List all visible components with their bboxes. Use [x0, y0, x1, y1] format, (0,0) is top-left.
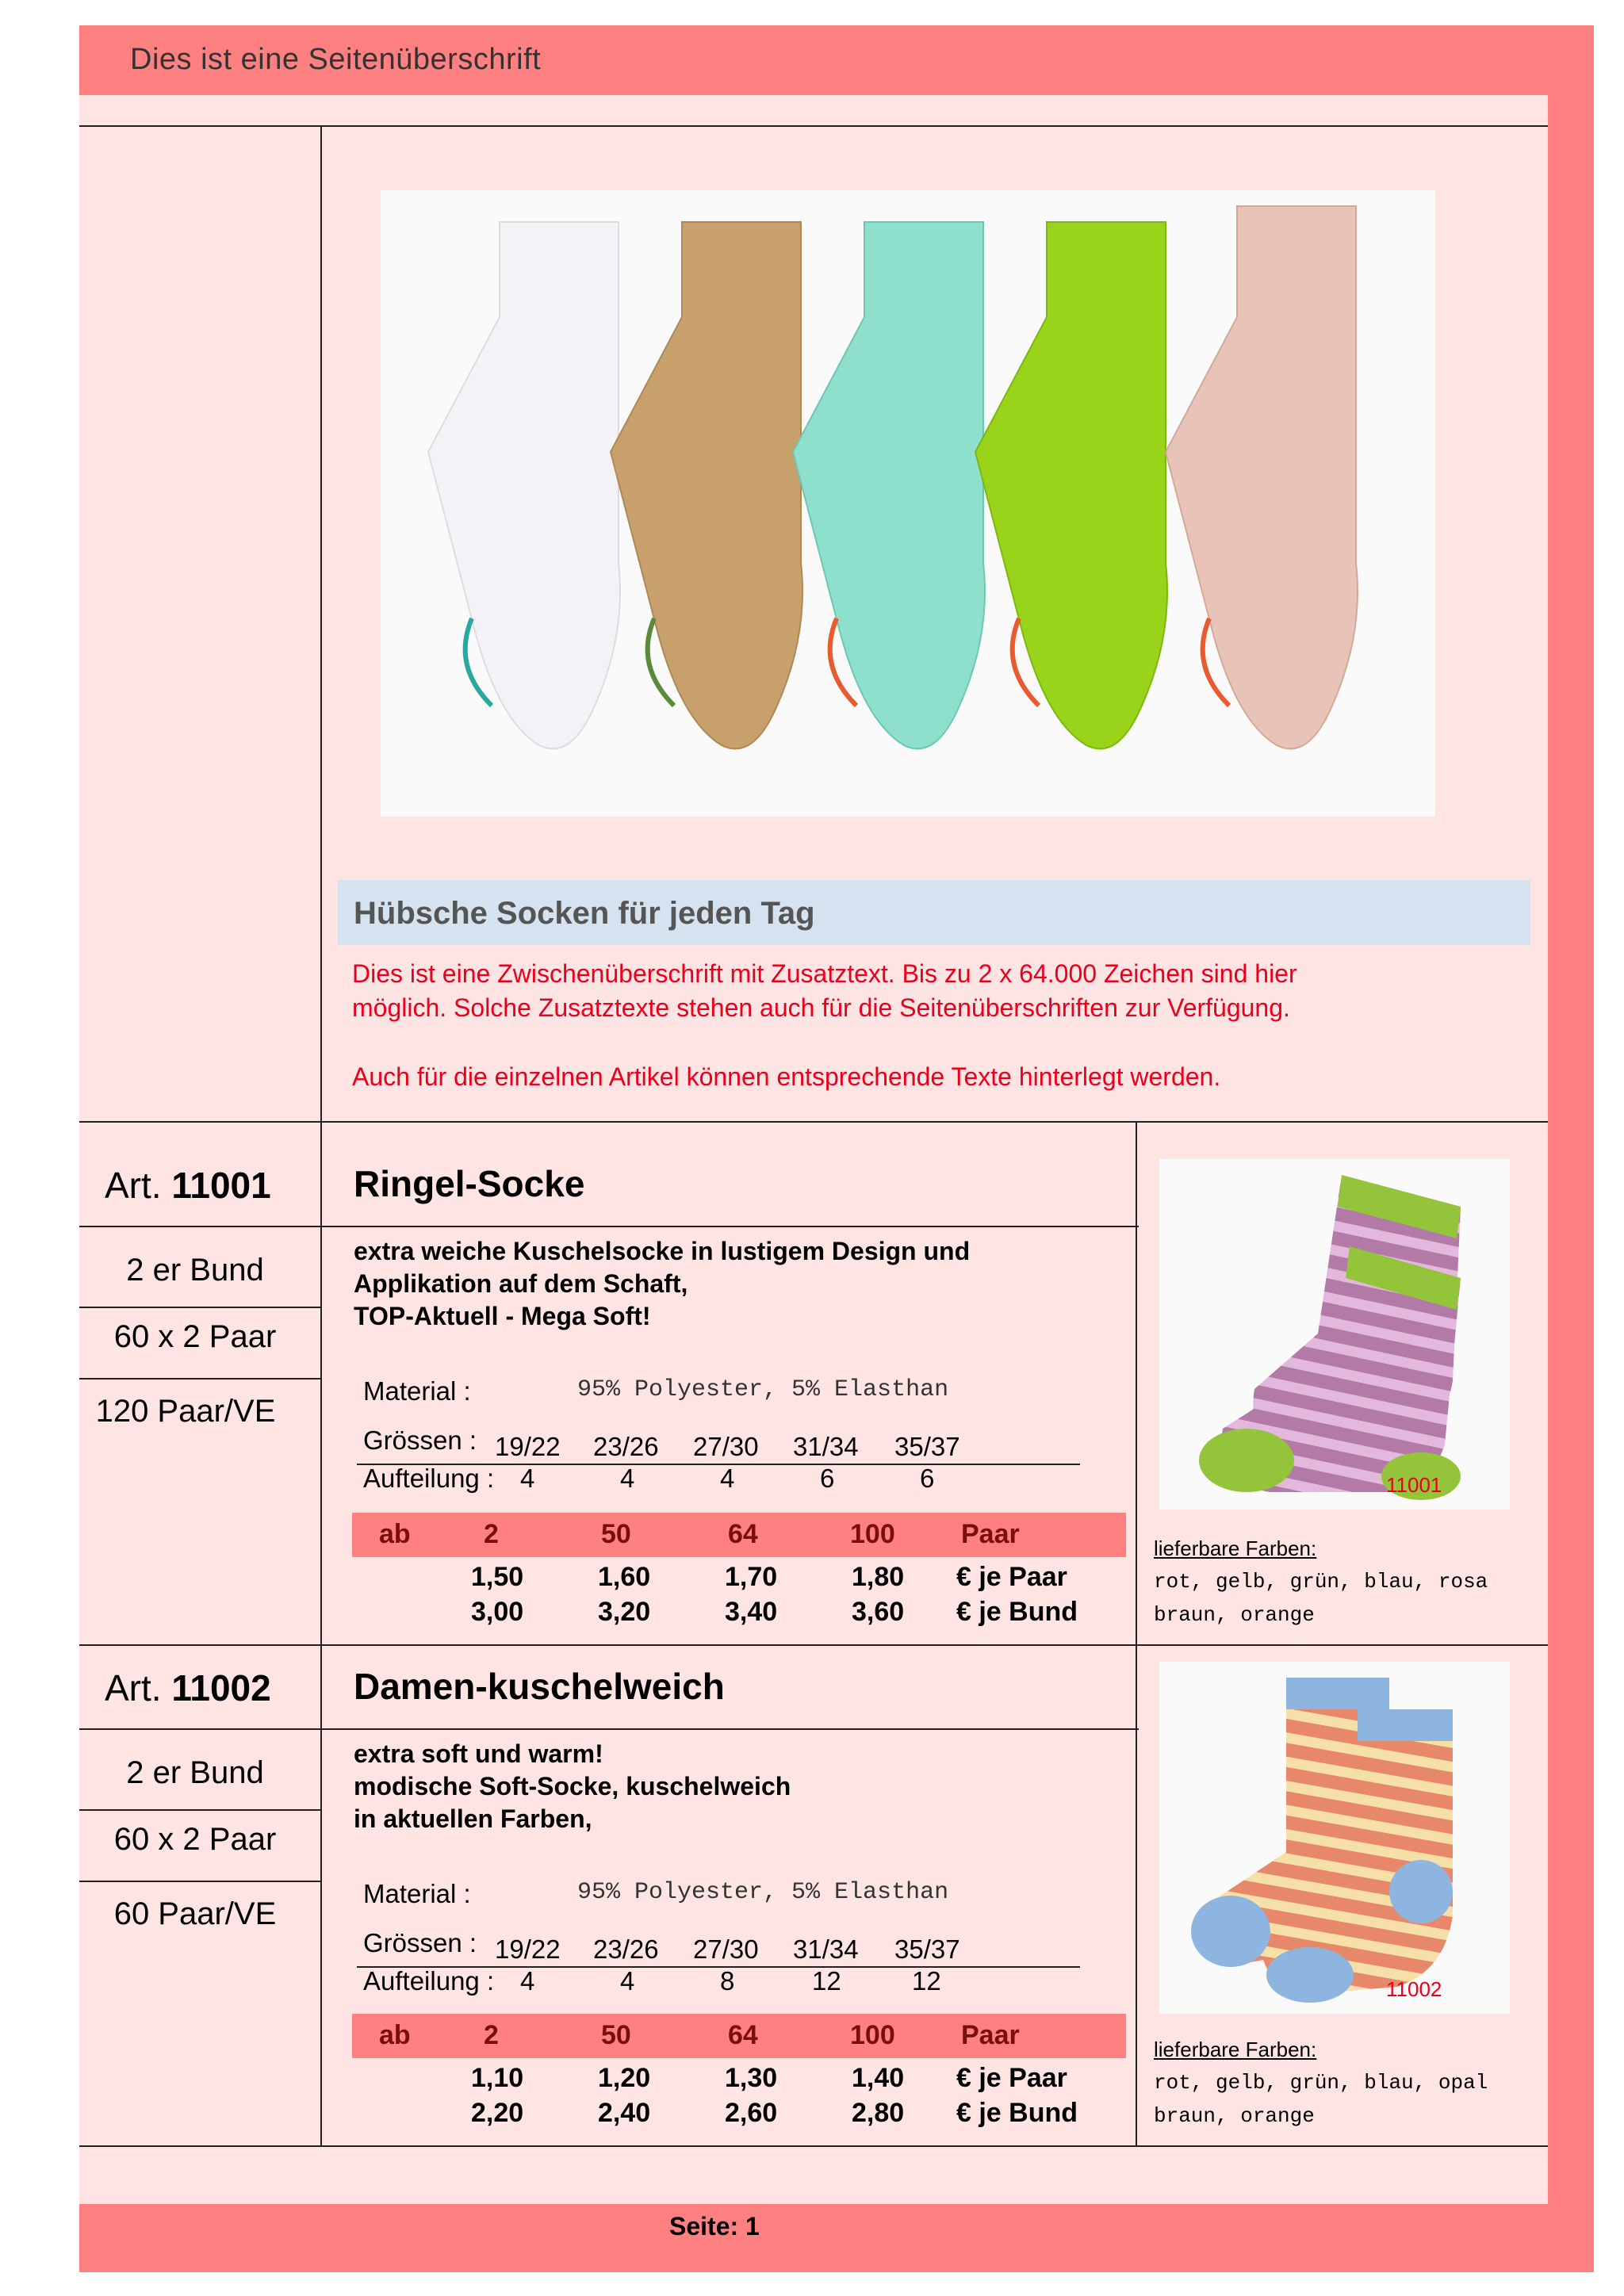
article-number: Art. 11002 — [105, 1667, 271, 1709]
price-header: ab — [379, 2020, 411, 2050]
sock-mint — [793, 222, 985, 748]
size: 19/22 — [495, 1934, 561, 1964]
size: 27/30 — [693, 1432, 759, 1461]
section-heading: Hübsche Socken für jeden Tag — [354, 896, 815, 931]
material-label: Material : — [363, 1376, 471, 1406]
price-header: 64 — [728, 2020, 758, 2050]
section-text-line: möglich. Solche Zusatztexte stehen auch für die Seitenüberschriften zur Verfügung. — [352, 993, 1290, 1022]
section-text-line: Auch für die einzelnen Artikel können entsprechende Texte hinterlegt werden. — [352, 1062, 1221, 1091]
price-header: 2 — [484, 2020, 499, 2050]
product-description: extra weiche Kuschelsocke in lustigem Design und Applikation auf dem Schaft, TOP-Aktuell - Mega Soft! — [354, 1237, 971, 1330]
rule — [79, 1881, 320, 1882]
price-header: 64 — [728, 1519, 758, 1549]
rule — [79, 1809, 320, 1811]
price-header-bar — [352, 1513, 1126, 1557]
pack-size: 60 x 2 Paar — [113, 1822, 277, 1857]
units-per-ve: 120 Paar/VE — [95, 1394, 276, 1429]
price: 1,50 — [471, 1562, 524, 1592]
price-header: ab — [379, 1519, 411, 1549]
price: 3,60 — [852, 1597, 905, 1627]
split-value: 4 — [620, 1966, 635, 1996]
rule — [79, 1226, 1139, 1227]
rule — [79, 125, 1548, 127]
split-value: 6 — [920, 1464, 935, 1493]
price-header: 50 — [601, 2020, 631, 2050]
bundle-size: 2 er Bund — [126, 1755, 264, 1790]
column-rule — [320, 125, 322, 2147]
hero-image — [381, 190, 1435, 817]
price-header-bar — [352, 2014, 1126, 2058]
material-value: 95% Polyester, 5% Elasthan — [577, 1376, 949, 1403]
rule — [79, 1644, 1548, 1646]
price-header: 100 — [850, 1519, 895, 1549]
sock-beige — [611, 222, 802, 748]
split-value: 4 — [520, 1966, 535, 1996]
colors-list: rot, gelb, grün, blau, opal braun, orange — [1154, 2071, 1488, 2128]
split-value: 4 — [720, 1464, 735, 1493]
material-value: 95% Polyester, 5% Elasthan — [577, 1879, 949, 1906]
price: 3,20 — [598, 1597, 651, 1627]
rule — [79, 1728, 1139, 1730]
price-unit: € je Bund — [956, 2098, 1078, 2128]
product-title: Ringel-Socke — [354, 1163, 585, 1204]
bundle-size: 2 er Bund — [126, 1253, 264, 1288]
price: 2,40 — [598, 2098, 651, 2128]
size: 23/26 — [593, 1432, 659, 1461]
price-header: 2 — [484, 1519, 499, 1549]
image-code: 11002 — [1386, 1977, 1442, 2001]
page-title: Dies ist eine Seitenüberschrift — [130, 43, 542, 76]
size: 35/37 — [894, 1432, 960, 1461]
price-header: Paar — [961, 2020, 1020, 2050]
product-title: Damen-kuschelweich — [354, 1666, 725, 1707]
price: 1,20 — [598, 2063, 651, 2093]
product-description: extra soft und warm! modische Soft-Socke, kuschelweich in aktuellen Farben, — [354, 1739, 791, 1833]
split-label: Aufteilung : — [363, 1966, 495, 1996]
split-value: 8 — [720, 1966, 735, 1996]
sizes-label: Grössen : — [363, 1928, 477, 1957]
price: 1,30 — [725, 2063, 778, 2093]
rule — [79, 1307, 320, 1308]
product-image — [1159, 1159, 1510, 1510]
split-value: 12 — [812, 1966, 841, 1996]
size: 19/22 — [495, 1432, 561, 1461]
price: 1,70 — [725, 1562, 778, 1592]
colors-list: rot, gelb, grün, blau, rosa braun, orange — [1154, 1570, 1488, 1627]
price-header: Paar — [961, 1519, 1020, 1549]
pack-size: 60 x 2 Paar — [113, 1319, 277, 1354]
page-number: Seite: 1 — [669, 2212, 760, 2241]
price: 2,80 — [852, 2098, 905, 2128]
sock-pink — [1166, 206, 1358, 748]
size: 31/34 — [793, 1432, 859, 1461]
price-unit: € je Paar — [956, 2063, 1067, 2093]
section-text-line: Dies ist eine Zwischenüberschrift mit Zusatztext. Bis zu 2 x 64.000 Zeichen sind hier — [352, 959, 1297, 988]
colors-label: lieferbare Farben: — [1154, 1536, 1317, 1560]
article-number: Art. 11001 — [105, 1165, 271, 1206]
price: 3,40 — [725, 1597, 778, 1627]
rule — [79, 2145, 1548, 2147]
price: 1,40 — [852, 2063, 905, 2093]
units-per-ve: 60 Paar/VE — [113, 1896, 277, 1931]
sizes-label: Grössen : — [363, 1425, 477, 1455]
price-header: 100 — [850, 2020, 895, 2050]
sock-lime — [975, 222, 1167, 748]
product-image — [1159, 1662, 1510, 2014]
split-value: 4 — [620, 1464, 635, 1493]
colors-label: lieferbare Farben: — [1154, 2038, 1317, 2061]
material-label: Material : — [363, 1879, 471, 1908]
sock-white — [428, 222, 620, 748]
price: 1,60 — [598, 1562, 651, 1592]
price: 2,20 — [471, 2098, 524, 2128]
price-unit: € je Bund — [956, 1597, 1078, 1627]
split-label: Aufteilung : — [363, 1464, 495, 1493]
size: 27/30 — [693, 1934, 759, 1964]
price: 1,10 — [471, 2063, 524, 2093]
price: 3,00 — [471, 1597, 524, 1627]
split-value: 6 — [820, 1464, 835, 1493]
split-value: 12 — [912, 1966, 941, 1996]
price-header: 50 — [601, 1519, 631, 1549]
rule — [79, 1121, 1548, 1123]
price-unit: € je Paar — [956, 1562, 1067, 1592]
size: 35/37 — [894, 1934, 960, 1964]
price: 1,80 — [852, 1562, 905, 1592]
rule — [79, 1378, 320, 1380]
image-code: 11001 — [1386, 1473, 1442, 1497]
size: 31/34 — [793, 1934, 859, 1964]
split-value: 4 — [520, 1464, 535, 1493]
size: 23/26 — [593, 1934, 659, 1964]
price: 2,60 — [725, 2098, 778, 2128]
